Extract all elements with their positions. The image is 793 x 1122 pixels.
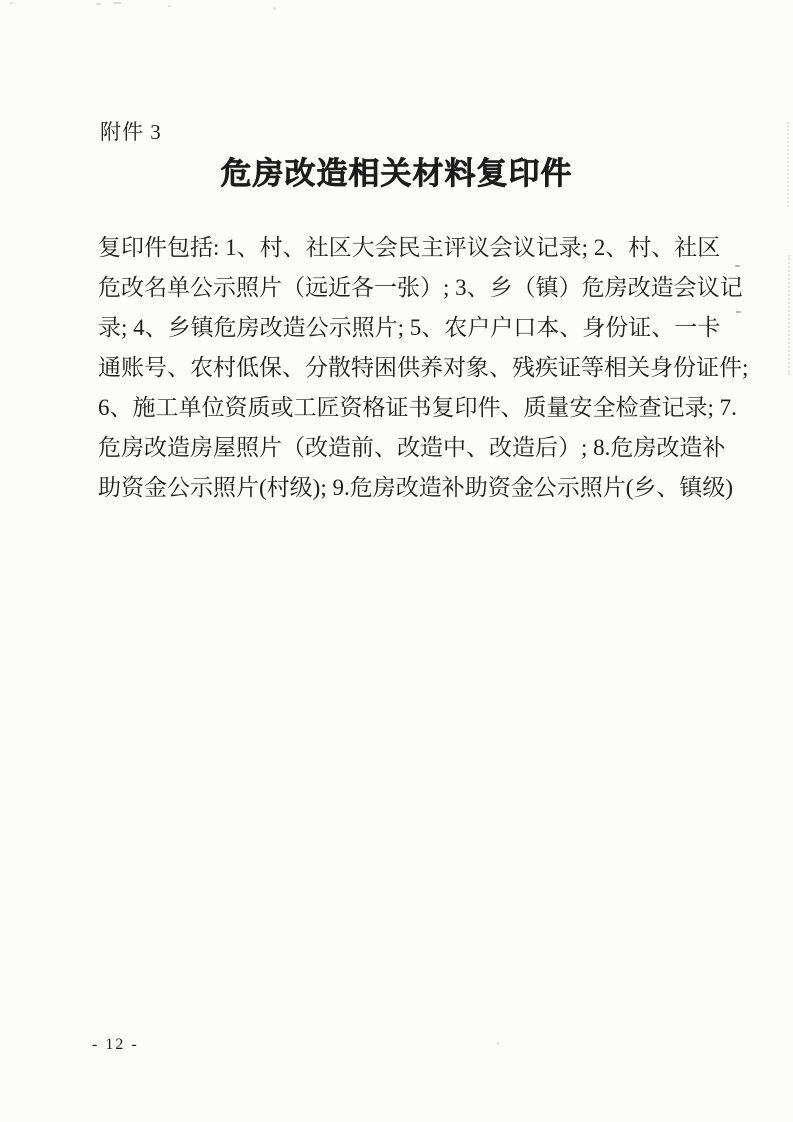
scan-edge-artifact [788,255,790,375]
scan-speck [113,2,121,4]
body-line: 危改名单公示照片（远近各一张）; 3、乡（镇）危房改造会议记 [98,275,743,300]
body-line: 通账号、农村低保、分散特困供养对象、残疾证等相关身份证件; [98,355,749,380]
document-title: 危房改造相关材料复印件 [220,156,573,191]
scan-speck [96,3,101,5]
scan-edge-artifact [787,122,789,207]
scan-speck [735,265,740,267]
scan-speck [273,7,276,10]
scan-speck [736,311,741,313]
scan-speck [168,5,171,7]
scan-speck [10,2,13,4]
attachment-label: 附件 3 [100,120,162,144]
page-number: - 12 - [92,1036,139,1053]
body-paragraph [98,228,749,508]
body-line: 录; 4、乡镇危房改造公示照片; 5、农户户口本、身份证、一卡 [98,315,721,340]
scan-speck [497,1042,499,1045]
body-line: 6、施工单位资质或工匠资格证书复印件、质量安全检查记录; 7. [98,395,737,420]
body-line: 复印件包括: 1、村、社区大会民主评议会议记录; 2、村、社区 [98,235,721,260]
body-line: 助资金公示照片(村级); 9.危房改造补助资金公示照片(乡、镇级) [98,475,734,500]
body-line: 危房改造房屋照片（改造前、改造中、改造后）; 8.危房改造补 [98,435,726,460]
